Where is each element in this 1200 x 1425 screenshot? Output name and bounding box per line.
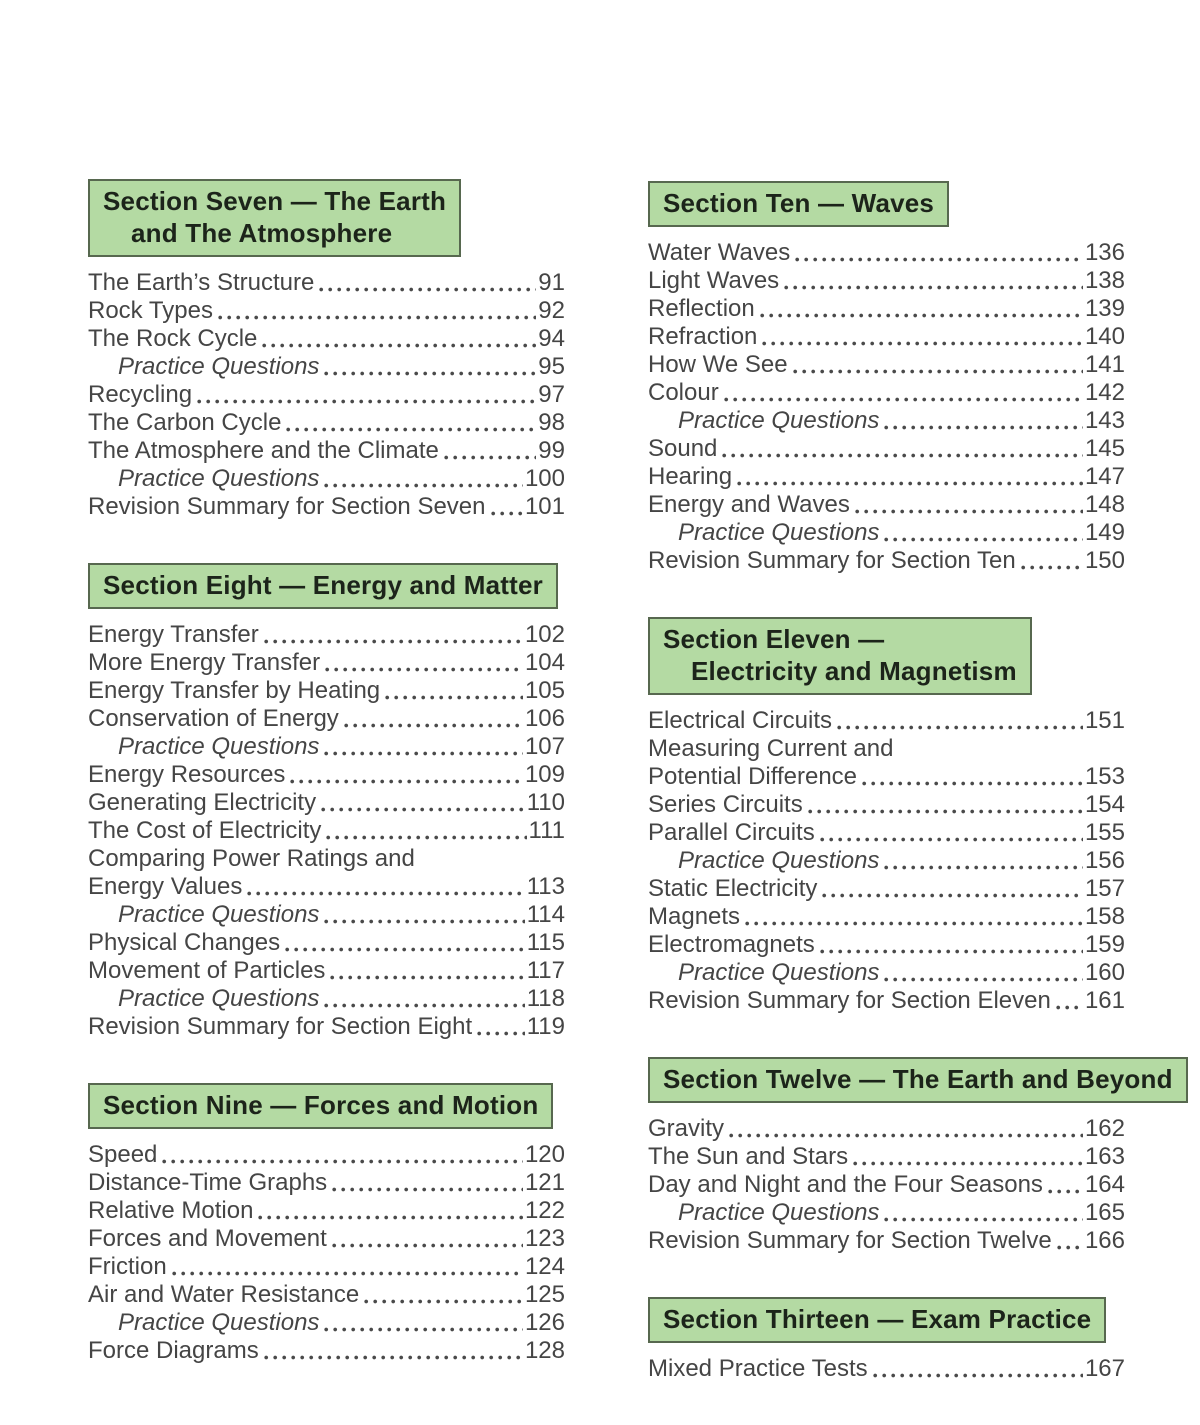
dot-leader-line — [1021, 565, 1083, 570]
entry-page-number: 119 — [526, 1013, 565, 1040]
dot-leader-line — [290, 779, 523, 784]
entry-label: Practice Questions — [118, 985, 320, 1012]
section-entry-list — [88, 621, 565, 1041]
dot-leader-line — [286, 427, 536, 432]
toc-entry — [648, 847, 1125, 875]
dot-leader-line — [324, 1003, 524, 1008]
entry-page-number: 95 — [538, 353, 565, 380]
toc-entry — [88, 297, 565, 325]
entry-page-number: 161 — [1084, 987, 1125, 1014]
toc-entry — [88, 1309, 565, 1337]
section-entry-list — [648, 239, 1125, 575]
toc-entry — [88, 845, 565, 873]
entry-label: Movement of Particles — [88, 957, 326, 984]
section-block — [648, 1297, 1125, 1383]
toc-entry — [648, 463, 1125, 491]
dot-leader-line — [258, 1215, 523, 1220]
entry-label: Energy Values — [88, 873, 243, 900]
dot-leader-line — [729, 1133, 1083, 1138]
toc-entry — [88, 1141, 565, 1169]
toc-entry — [88, 1169, 565, 1197]
toc-entry — [648, 1199, 1125, 1227]
dot-leader-line — [330, 975, 524, 980]
entry-label: Comparing Power Ratings and — [88, 845, 415, 872]
toc-entry — [88, 817, 565, 845]
entry-page-number: 153 — [1084, 763, 1125, 790]
dot-leader-line — [808, 809, 1083, 814]
toc-entry — [88, 957, 565, 985]
toc-entry — [88, 1281, 565, 1309]
section-title-line: Section Nine — Forces and Motion — [103, 1090, 539, 1120]
entry-label: Practice Questions — [678, 959, 880, 986]
section-block — [648, 1057, 1173, 1255]
entry-page-number: 154 — [1084, 791, 1125, 818]
entry-page-number: 143 — [1084, 407, 1125, 434]
toc-column-left — [88, 179, 565, 1407]
section-block — [88, 563, 565, 1041]
entry-page-number: 155 — [1084, 819, 1125, 846]
section-entry-list — [648, 707, 1125, 1015]
toc-entry — [88, 353, 565, 381]
section-header — [648, 617, 1032, 695]
toc-entry — [648, 959, 1125, 987]
section-entry-list — [648, 1115, 1125, 1255]
section-header — [88, 179, 461, 257]
entry-label: Practice Questions — [118, 901, 320, 928]
entry-label: Static Electricity — [648, 875, 818, 902]
entry-page-number: 142 — [1084, 379, 1125, 406]
entry-label: Magnets — [648, 903, 741, 930]
entry-label: Sound — [648, 435, 718, 462]
dot-leader-line — [884, 425, 1083, 430]
entry-page-number: 104 — [524, 649, 565, 676]
entry-label: Electromagnets — [648, 931, 815, 958]
entry-label: Practice Questions — [678, 519, 880, 546]
entry-page-number: 106 — [524, 705, 565, 732]
dot-leader-line — [247, 891, 524, 896]
entry-label: Energy Transfer — [88, 621, 259, 648]
toc-entry — [648, 351, 1125, 379]
toc-entry — [88, 269, 565, 297]
toc-entry — [648, 295, 1125, 323]
entry-label: Energy and Waves — [648, 491, 850, 518]
entry-label: Practice Questions — [678, 847, 880, 874]
toc-entry — [648, 379, 1125, 407]
entry-label: Friction — [88, 1253, 167, 1280]
dot-leader-line — [364, 1299, 523, 1304]
entry-page-number: 118 — [526, 985, 565, 1012]
toc-entry — [88, 985, 565, 1013]
entry-label: Speed — [88, 1141, 158, 1168]
toc-column-right — [648, 181, 1173, 1425]
entry-page-number: 145 — [1084, 435, 1125, 462]
toc-entry — [88, 873, 565, 901]
dot-leader-line — [262, 343, 536, 348]
toc-entry — [88, 1337, 565, 1365]
toc-entry — [88, 409, 565, 437]
toc-entry — [648, 407, 1125, 435]
dot-leader-line — [264, 639, 523, 644]
section-header — [648, 181, 949, 227]
entry-label: Force Diagrams — [88, 1337, 259, 1364]
entry-label: The Atmosphere and the Climate — [88, 437, 439, 464]
entry-label: Hearing — [648, 463, 733, 490]
entry-page-number: 94 — [538, 325, 565, 352]
section-title-line: and The Atmosphere — [131, 218, 393, 248]
entry-page-number: 99 — [538, 437, 565, 464]
entry-label: The Rock Cycle — [88, 325, 258, 352]
dot-leader-line — [218, 315, 536, 320]
entry-label: Colour — [648, 379, 719, 406]
entry-page-number: 159 — [1084, 931, 1125, 958]
entry-page-number: 107 — [524, 733, 565, 760]
dot-leader-line — [855, 509, 1083, 514]
toc-entry — [88, 493, 565, 521]
toc-entry — [648, 791, 1125, 819]
dot-leader-line — [884, 977, 1083, 982]
dot-leader-line — [820, 949, 1083, 954]
dot-leader-line — [324, 919, 524, 924]
entry-label: Mixed Practice Tests — [648, 1355, 868, 1382]
section-block — [648, 181, 1125, 575]
entry-label: The Cost of Electricity — [88, 817, 322, 844]
toc-entry — [648, 1115, 1125, 1143]
section-title-line: Section Twelve — The Earth and Beyond — [663, 1064, 1173, 1094]
dot-leader-line — [737, 481, 1083, 486]
entry-label: Refraction — [648, 323, 758, 350]
dot-leader-line — [319, 287, 536, 292]
entry-label: Gravity — [648, 1115, 725, 1142]
entry-page-number: 165 — [1084, 1199, 1125, 1226]
toc-entry — [648, 239, 1125, 267]
entry-label: Revision Summary for Section Ten — [648, 547, 1016, 574]
entry-page-number: 122 — [524, 1197, 565, 1224]
toc-entry — [88, 465, 565, 493]
section-title-line: Section Eight — Energy and Matter — [103, 570, 543, 600]
dot-leader-line — [1048, 1189, 1083, 1194]
entry-page-number: 150 — [1084, 547, 1125, 574]
entry-page-number: 166 — [1084, 1227, 1125, 1254]
entry-label: Recycling — [88, 381, 193, 408]
entry-label: Water Waves — [648, 239, 791, 266]
dot-leader-line — [795, 257, 1083, 262]
section-title-line: Section Ten — Waves — [663, 188, 935, 218]
toc-entry — [88, 1197, 565, 1225]
toc-entry — [88, 381, 565, 409]
section-header — [88, 1083, 553, 1129]
entry-page-number: 141 — [1084, 351, 1125, 378]
entry-label: Light Waves — [648, 267, 780, 294]
entry-label: Rock Types — [88, 297, 213, 324]
section-header — [648, 1297, 1106, 1343]
toc-entry — [648, 1227, 1125, 1255]
toc-entry — [648, 547, 1125, 575]
entry-label: Series Circuits — [648, 791, 803, 818]
toc-entry — [648, 987, 1125, 1015]
dot-leader-line — [344, 723, 523, 728]
dot-leader-line — [884, 537, 1083, 542]
toc-entry — [88, 901, 565, 929]
dot-leader-line — [197, 399, 536, 404]
dot-leader-line — [873, 1373, 1083, 1378]
toc-entry — [88, 733, 565, 761]
toc-entry — [88, 1253, 565, 1281]
entry-label: Practice Questions — [118, 1309, 320, 1336]
dot-leader-line — [324, 1327, 523, 1332]
entry-label: Revision Summary for Section Seven — [88, 493, 486, 520]
entry-page-number: 157 — [1084, 875, 1125, 902]
entry-page-number: 125 — [524, 1281, 565, 1308]
toc-entry — [88, 325, 565, 353]
entry-label: Revision Summary for Section Eight — [88, 1013, 473, 1040]
entry-label: Electrical Circuits — [648, 707, 833, 734]
section-title-line: Section Seven — The Earth — [103, 186, 447, 216]
entry-label: Practice Questions — [118, 465, 320, 492]
entry-label: More Energy Transfer — [88, 649, 321, 676]
entry-label: Generating Electricity — [88, 789, 317, 816]
entry-label: Energy Transfer by Heating — [88, 677, 381, 704]
entry-page-number: 92 — [538, 297, 565, 324]
dot-leader-line — [884, 865, 1083, 870]
entry-label: Relative Motion — [88, 1197, 254, 1224]
toc-entry — [648, 323, 1125, 351]
toc-entry — [648, 491, 1125, 519]
dot-leader-line — [385, 695, 523, 700]
entry-page-number: 123 — [524, 1225, 565, 1252]
dot-leader-line — [324, 751, 523, 756]
dot-leader-line — [444, 455, 536, 460]
toc-entry — [648, 707, 1125, 735]
dot-leader-line — [285, 947, 525, 952]
entry-page-number: 148 — [1084, 491, 1125, 518]
entry-page-number: 151 — [1084, 707, 1125, 734]
section-block — [88, 1083, 565, 1365]
entry-page-number: 105 — [524, 677, 565, 704]
entry-page-number: 100 — [524, 465, 565, 492]
entry-label: Practice Questions — [118, 353, 320, 380]
entry-label: Physical Changes — [88, 929, 281, 956]
dot-leader-line — [820, 837, 1083, 842]
entry-page-number: 97 — [538, 381, 565, 408]
toc-entry — [648, 1355, 1125, 1383]
toc-entry — [648, 1143, 1125, 1171]
toc-entry — [88, 929, 565, 957]
entry-page-number: 139 — [1084, 295, 1125, 322]
toc-entry — [648, 519, 1125, 547]
entry-page-number: 121 — [524, 1169, 565, 1196]
dot-leader-line — [477, 1031, 525, 1036]
entry-label: Practice Questions — [678, 1199, 880, 1226]
toc-entry — [88, 1013, 565, 1041]
entry-page-number: 115 — [526, 929, 565, 956]
toc-entry — [648, 819, 1125, 847]
entry-label: Parallel Circuits — [648, 819, 815, 846]
entry-page-number: 158 — [1084, 903, 1125, 930]
section-header — [88, 563, 558, 609]
toc-entry — [648, 1171, 1125, 1199]
dot-leader-line — [853, 1161, 1083, 1166]
entry-page-number: 140 — [1084, 323, 1125, 350]
entry-label: Conservation of Energy — [88, 705, 339, 732]
entry-page-number: 114 — [526, 901, 565, 928]
section-entry-list — [648, 1355, 1125, 1383]
entry-label: Reflection — [648, 295, 755, 322]
section-entry-list — [88, 1141, 565, 1365]
entry-label: Potential Difference — [648, 763, 858, 790]
entry-page-number: 91 — [538, 269, 565, 296]
dot-leader-line — [784, 285, 1083, 290]
entry-page-number: 162 — [1084, 1115, 1125, 1142]
section-block — [648, 617, 1125, 1015]
section-title-line: Section Thirteen — Exam Practice — [663, 1304, 1092, 1334]
entry-page-number: 136 — [1084, 239, 1125, 266]
toc-entry — [648, 903, 1125, 931]
dot-leader-line — [325, 667, 523, 672]
toc-entry — [88, 789, 565, 817]
dot-leader-line — [884, 1217, 1083, 1222]
entry-label: Revision Summary for Section Eleven — [648, 987, 1051, 1014]
entry-label: The Sun and Stars — [648, 1143, 849, 1170]
dot-leader-line — [1057, 1245, 1083, 1250]
entry-page-number: 124 — [524, 1253, 565, 1280]
dot-leader-line — [724, 397, 1083, 402]
toc-entry — [648, 267, 1125, 295]
entry-label: Air and Water Resistance — [88, 1281, 360, 1308]
section-header — [648, 1057, 1188, 1103]
toc-entry — [648, 735, 1125, 763]
entry-page-number: 111 — [528, 817, 565, 844]
entry-label: The Carbon Cycle — [88, 409, 282, 436]
entry-page-number: 102 — [524, 621, 565, 648]
section-entry-list — [88, 269, 565, 521]
toc-entry — [88, 621, 565, 649]
entry-label: Distance-Time Graphs — [88, 1169, 328, 1196]
dot-leader-line — [722, 453, 1083, 458]
entry-page-number: 149 — [1084, 519, 1125, 546]
toc-entry — [88, 1225, 565, 1253]
dot-leader-line — [862, 781, 1083, 786]
section-block — [88, 179, 565, 521]
entry-page-number: 156 — [1084, 847, 1125, 874]
entry-page-number: 164 — [1084, 1171, 1125, 1198]
dot-leader-line — [162, 1159, 523, 1164]
dot-leader-line — [332, 1187, 523, 1192]
dot-leader-line — [491, 511, 523, 516]
entry-page-number: 167 — [1084, 1355, 1125, 1382]
entry-page-number: 109 — [524, 761, 565, 788]
dot-leader-line — [324, 483, 523, 488]
toc-entry — [88, 437, 565, 465]
toc-entry — [88, 705, 565, 733]
toc-entry — [648, 931, 1125, 959]
entry-page-number: 138 — [1084, 267, 1125, 294]
section-title-line: Electricity and Magnetism — [691, 656, 1017, 686]
section-title-line: Section Eleven — — [663, 624, 885, 654]
toc-entry — [88, 649, 565, 677]
dot-leader-line — [264, 1355, 523, 1360]
toc-entry — [648, 875, 1125, 903]
dot-leader-line — [760, 313, 1083, 318]
dot-leader-line — [324, 371, 536, 376]
entry-page-number: 147 — [1084, 463, 1125, 490]
entry-label: Practice Questions — [118, 733, 320, 760]
dot-leader-line — [1056, 1005, 1083, 1010]
entry-label: How We See — [648, 351, 788, 378]
dot-leader-line — [326, 835, 526, 840]
toc-entry — [88, 677, 565, 705]
dot-leader-line — [837, 725, 1083, 730]
entry-label: Practice Questions — [678, 407, 880, 434]
entry-page-number: 101 — [524, 493, 565, 520]
entry-page-number: 163 — [1084, 1143, 1125, 1170]
entry-page-number: 98 — [538, 409, 565, 436]
dot-leader-line — [332, 1243, 523, 1248]
entry-page-number: 110 — [526, 789, 565, 816]
entry-page-number: 128 — [524, 1337, 565, 1364]
dot-leader-line — [745, 921, 1083, 926]
dot-leader-line — [822, 893, 1083, 898]
entry-page-number: 120 — [524, 1141, 565, 1168]
entry-page-number: 117 — [526, 957, 565, 984]
entry-page-number: 113 — [526, 873, 565, 900]
entry-page-number: 126 — [524, 1309, 565, 1336]
entry-page-number: 160 — [1084, 959, 1125, 986]
toc-entry — [648, 435, 1125, 463]
toc-entry — [648, 763, 1125, 791]
entry-label: Revision Summary for Section Twelve — [648, 1227, 1052, 1254]
entry-label: Energy Resources — [88, 761, 286, 788]
dot-leader-line — [172, 1271, 523, 1276]
toc-entry — [88, 761, 565, 789]
entry-label: Day and Night and the Four Seasons — [648, 1171, 1043, 1198]
entry-label: Measuring Current and — [648, 735, 894, 762]
entry-label: Forces and Movement — [88, 1225, 327, 1252]
dot-leader-line — [793, 369, 1083, 374]
dot-leader-line — [321, 807, 525, 812]
dot-leader-line — [762, 341, 1083, 346]
entry-label: The Earth’s Structure — [88, 269, 315, 296]
